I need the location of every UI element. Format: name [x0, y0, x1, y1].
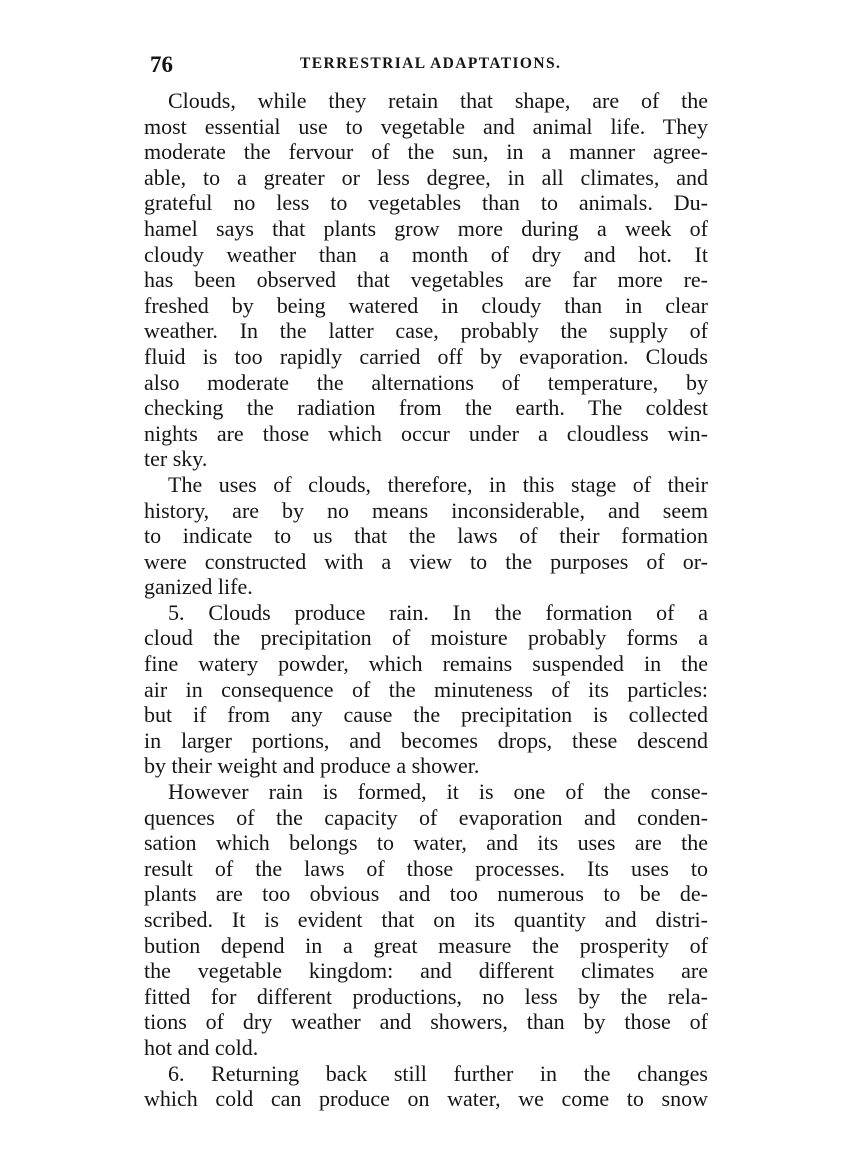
text-line: has been observed that vegetables are far more re- [144, 267, 708, 293]
text-line: tions of dry weather and showers, than by those of [144, 1009, 708, 1035]
text-line: the vegetable kingdom: and different climates are [144, 958, 708, 984]
text-line: plants are too obvious and too numerous to be de- [144, 881, 708, 907]
page-number: 76 [150, 52, 173, 77]
text-line: were constructed with a view to the purposes of or- [144, 548, 708, 574]
text-line: by their weight and produce a shower. [144, 753, 480, 779]
text-line: nights are those which occur under a cloudless win- [144, 420, 708, 446]
text-line: but if from any cause the precipitation is collected [144, 702, 708, 728]
text-line: hot and cold. [144, 1034, 259, 1060]
text-line: able, to a greater or less degree, in all climates, and [144, 164, 708, 190]
text-line: in larger portions, and becomes drops, these descend [144, 727, 708, 753]
text-line: ter sky. [144, 446, 208, 472]
body-text [144, 88, 708, 1112]
text-line: weather. In the latter case, probably the supply of [144, 318, 708, 344]
text-line: cloud the precipitation of moisture probably forms a [144, 625, 708, 651]
text-line: However rain is formed, it is one of the conse- [168, 779, 708, 805]
text-line: to indicate to us that the laws of their formation [144, 523, 708, 549]
text-line: ganized life. [144, 574, 253, 600]
text-line: The uses of clouds, therefore, in this stage of their [168, 471, 708, 497]
text-line: fluid is too rapidly carried off by evaporation. Clouds [144, 343, 708, 369]
text-line: history, are by no means inconsiderable, and seem [144, 497, 708, 523]
text-line: grateful no less to vegetables than to animals. Du- [144, 190, 708, 216]
text-line: fine watery powder, which remains suspended in the [144, 651, 708, 677]
text-line: Clouds, while they retain that shape, are of the [168, 88, 708, 113]
text-line: also moderate the alternations of temperature, by [144, 369, 708, 395]
text-line: which cold can produce on water, we come to snow [144, 1086, 708, 1112]
text-line: bution depend in a great measure the prosperity of [144, 932, 708, 958]
text-line: hamel says that plants grow more during a week of [144, 215, 708, 241]
text-line: scribed. It is evident that on its quantity and distri- [144, 907, 708, 932]
text-line: checking the radiation from the earth. The coldest [144, 395, 708, 421]
text-line: fitted for different productions, no less by the rela- [144, 983, 708, 1009]
text-line: cloudy weather than a month of dry and hot. It [144, 241, 708, 267]
text-line: 5. Clouds produce rain. In the formation of a [168, 599, 708, 625]
text-line: sation which belongs to water, and its uses are the [144, 830, 708, 856]
text-line: most essential use to vegetable and animal life. They [144, 113, 708, 139]
text-line: air in consequence of the minuteness of its particles: [144, 676, 708, 702]
text-line: moderate the fervour of the sun, in a manner agree- [144, 139, 708, 165]
text-line: quences of the capacity of evaporation and conden- [144, 804, 708, 830]
text-line: freshed by being watered in cloudy than in clear [144, 292, 708, 318]
text-line: 6. Returning back still further in the changes [168, 1060, 708, 1086]
running-head-title: TERRESTRIAL ADAPTATIONS. [300, 55, 562, 72]
text-line: result of the laws of those processes. Its uses to [144, 855, 708, 881]
running-head [150, 52, 708, 82]
